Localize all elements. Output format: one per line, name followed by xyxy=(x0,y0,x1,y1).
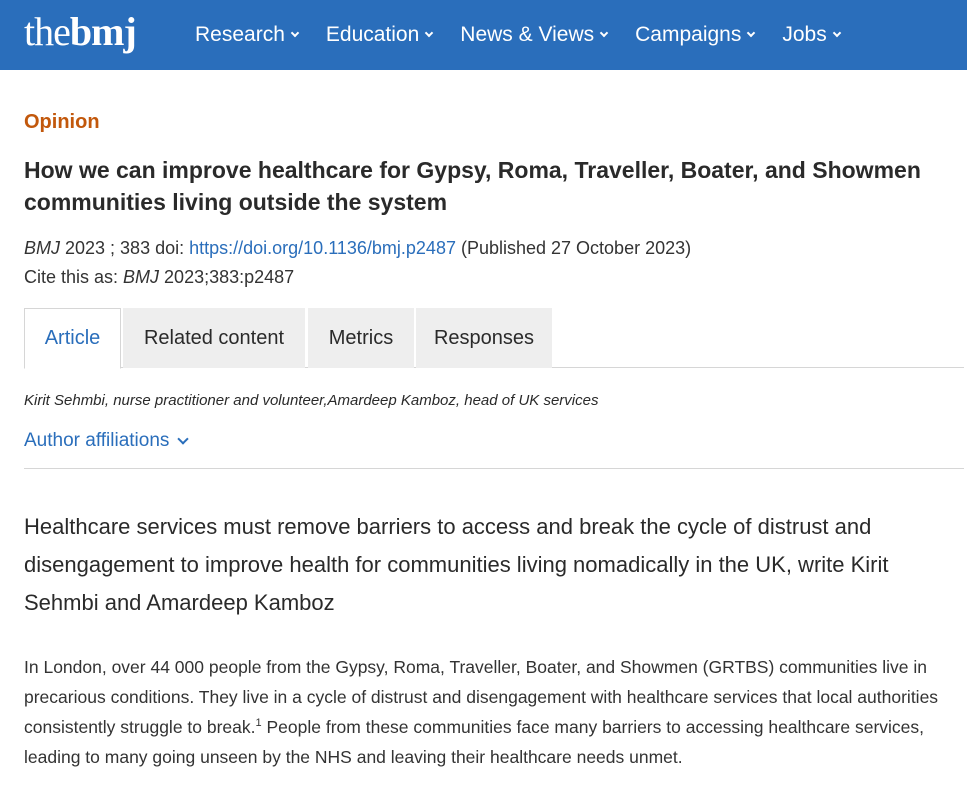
main-nav xyxy=(195,0,868,70)
cite-as-prefix: Cite this as: xyxy=(24,267,124,287)
logo-the: the xyxy=(24,9,70,54)
article-title: How we can improve healthcare for Gypsy, Roma, Traveller, Boater, and Showmen communities living outside the system xyxy=(24,157,921,215)
cite-as-ref: 2023;383:p2487 xyxy=(159,267,295,287)
standfirst: Healthcare services must remove barriers to access and break the cycle of distrust and disengagement to improve health for communities living nomadically in the UK, write Kirit Sehmbi and Amardeep Kamboz xyxy=(24,514,889,615)
citation-year-volume: 2023 ; 383 doi: xyxy=(60,238,190,258)
body-text-part1: In London, over 44 000 people from the Gypsy, Roma, Traveller, Boater, and Showmen (GRTBS) communities live in precarious conditions. They live in a cycle of distrust and disengagement with healthcare services that local authorities consistently struggle to break. xyxy=(24,657,939,737)
nav-news-views[interactable] xyxy=(460,23,607,47)
reference-link[interactable]: 1 xyxy=(255,717,262,730)
tab-article[interactable]: Article xyxy=(24,308,121,369)
nav-campaigns-label: Campaigns xyxy=(635,23,742,46)
chevron-down-icon xyxy=(178,433,189,444)
citation-line xyxy=(24,238,691,259)
chevron-down-icon xyxy=(600,29,608,37)
nav-education[interactable] xyxy=(326,23,432,47)
bmj-logo[interactable] xyxy=(24,8,136,58)
body-text-part2: People from these communities face many barriers to accessing healthcare services, leading to many going unseen by the NHS and leaving their healthcare needs unmet. xyxy=(24,717,925,767)
nav-news-views-label: News & Views xyxy=(460,23,595,46)
chevron-down-icon xyxy=(425,29,433,37)
nav-jobs[interactable] xyxy=(782,23,839,47)
cite-as-line xyxy=(24,267,294,288)
tab-responses[interactable]: Responses xyxy=(416,308,552,368)
citation-journal: BMJ xyxy=(24,238,60,258)
article-body-paragraph xyxy=(24,652,959,772)
divider xyxy=(24,468,964,469)
chevron-down-icon xyxy=(747,29,755,37)
doi-link[interactable]: https://doi.org/10.1136/bmj.p2487 xyxy=(189,238,456,258)
author-list: Kirit Sehmbi, nurse practitioner and volunteer,Amardeep Kamboz, head of UK services xyxy=(24,392,599,409)
nav-research[interactable] xyxy=(195,23,298,47)
nav-education-label: Education xyxy=(325,23,420,46)
article-tabs xyxy=(24,308,964,368)
section-label[interactable]: Opinion xyxy=(24,111,100,133)
cite-as-journal: BMJ xyxy=(123,267,160,287)
nav-jobs-label: Jobs xyxy=(782,23,827,46)
site-header xyxy=(0,0,967,70)
chevron-down-icon xyxy=(832,29,840,37)
author-affiliations-toggle[interactable] xyxy=(24,430,187,452)
nav-campaigns[interactable] xyxy=(635,23,754,47)
nav-research-label: Research xyxy=(195,23,285,46)
chevron-down-icon xyxy=(291,29,299,37)
tab-related-content[interactable]: Related content xyxy=(123,308,305,368)
tab-metrics[interactable]: Metrics xyxy=(308,308,414,368)
logo-bmj: bmj xyxy=(69,9,136,54)
published-date: (Published 27 October 2023) xyxy=(455,238,692,258)
author-affiliations-label: Author affiliations xyxy=(24,430,170,451)
